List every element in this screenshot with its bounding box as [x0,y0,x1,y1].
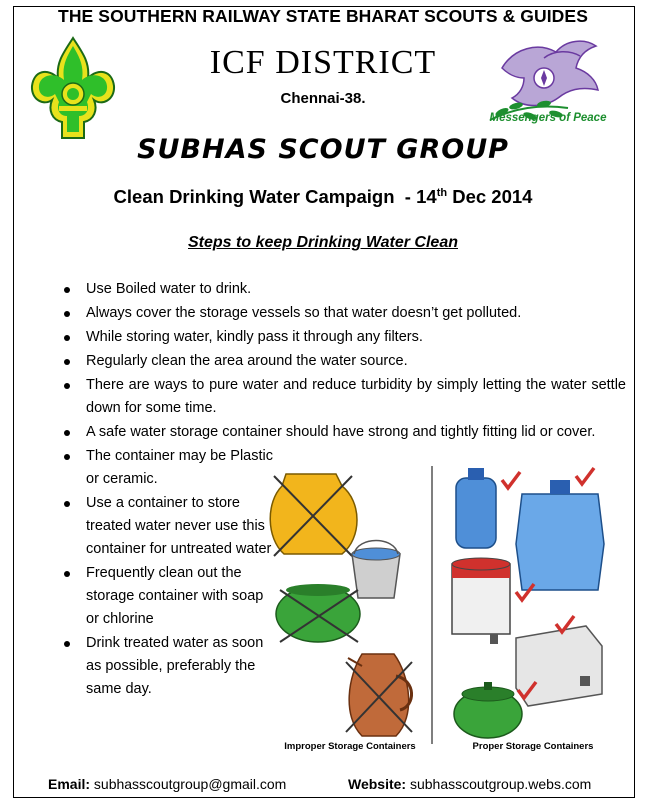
campaign-title [0,186,646,208]
proper-bottle-icon [456,468,520,548]
proper-containers-caption: Proper Storage Containers [472,741,594,752]
list-item: There are ways to pure water and reduce turbidity by simply letting the water settle down for some time. [58,374,626,420]
website-value[interactable]: subhasscoutgroup.webs.com [409,776,592,792]
improper-bucket-icon [352,541,400,599]
proper-water-can-icon [516,468,604,590]
campaign-date-rest: Dec 2014 [447,186,533,207]
list-item: Always cover the storage vessels so that water doesn’t get polluted. [58,302,626,325]
improper-jug-icon [346,654,412,736]
organization-name: THE SOUTHERN RAILWAY STATE BHARAT SCOUTS & GUIDES [58,6,588,26]
list-item: Frequently clean out the storage container with soap or chlorine [58,562,276,631]
campaign-name: Clean Drinking Water Campaign [113,186,395,207]
footer-email [48,776,286,792]
improper-containers-caption: Improper Storage Containers [284,741,416,752]
city-subtitle: Chennai-38. [280,90,366,107]
steps-heading: Steps to keep Drinking Water Clean [188,234,458,251]
list-item: Use Boiled water to drink. [58,278,626,301]
district-title: ICF DISTRICT [209,44,437,81]
list-item: Regularly clean the area around the water source. [58,350,626,373]
list-item: A safe water storage container should have strong and tightly fitting lid or cover. [58,421,626,444]
improper-pot-yellow-icon [270,474,357,556]
campaign-date-suffix: th [436,186,448,199]
messengers-of-peace-label: Messengers of Peace [489,112,607,124]
list-item: While storing water, kindly pass it through any filters. [58,326,626,349]
website-label: Website: [348,776,407,792]
campaign-date-prefix: - 14 [404,186,437,207]
list-item: Drink treated water as soon as possible, preferably the same day. [58,632,276,701]
email-value[interactable]: subhasscoutgroup@gmail.com [93,776,287,792]
footer-website [348,776,591,792]
list-item: The container may be Plastic or ceramic. [58,445,276,491]
list-item: Use a container to store treated water never use this container for untreated water [58,492,276,561]
improper-pot-green-icon [276,584,360,642]
storage-containers-illustration [266,466,626,766]
email-label: Email: [48,776,91,792]
scout-group-title: SUBHAS SCOUT GROUP [137,134,509,165]
